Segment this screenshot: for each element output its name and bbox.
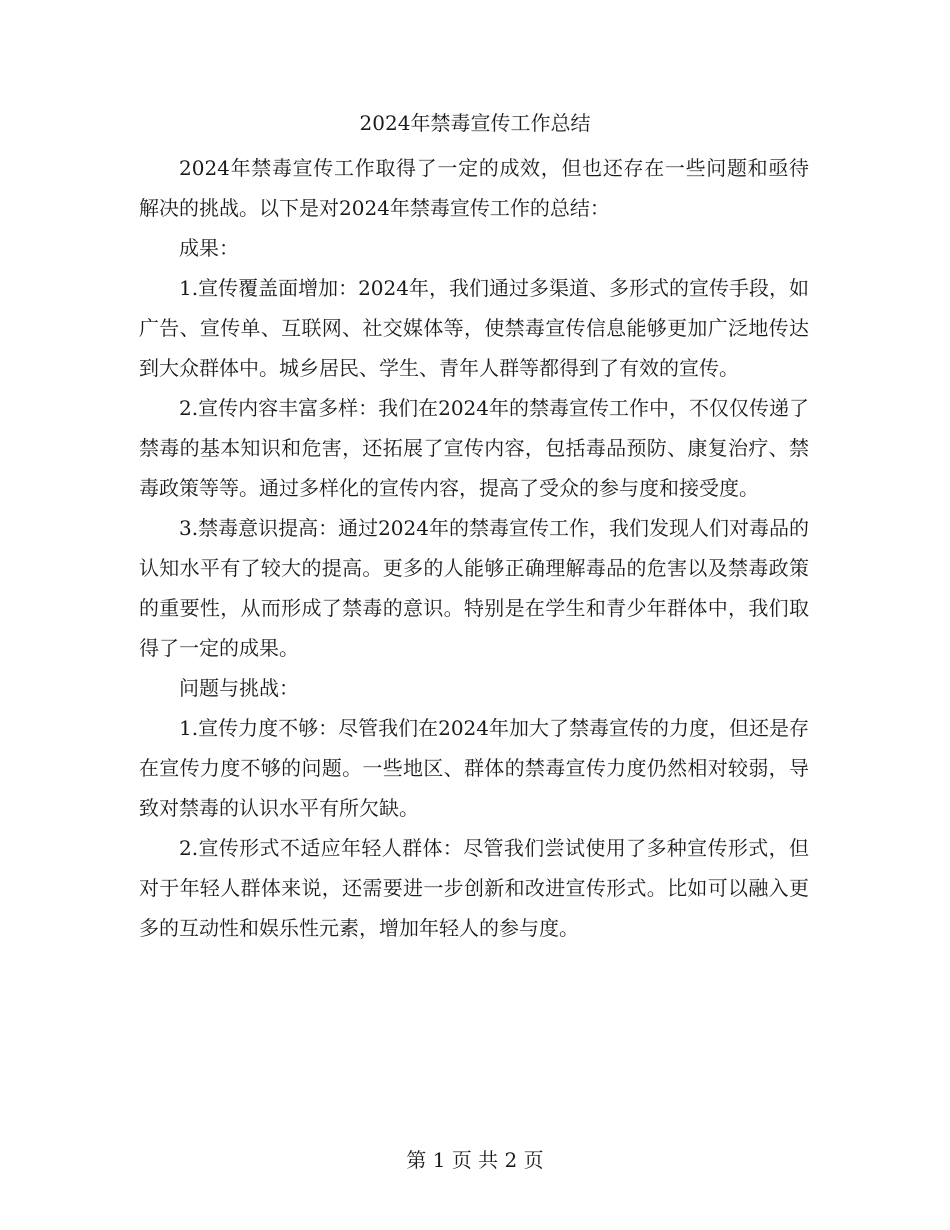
problem-item-2: 2.宣传形式不适应年轻人群体：尽管我们尝试使用了多种宣传形式，但对于年轻人群体来说，还需要进一步创新和改进宣传形式。比如可以融入更多的互动性和娱乐性元素，增加年轻人的参与度。 [139,836,809,940]
page-number-footer: 第 1 页 共 2 页 [406,1148,544,1172]
achievement-item-2: 2.宣传内容丰富多样：我们在2024年的禁毒宣传工作中，不仅仅传递了禁毒的基本知识和危害，还拓展了宣传内容，包括毒品预防、康复治疗、禁毒政策等等。通过多样化的宣传内容，提高了受众的参与度和接受度。 [139,396,809,500]
achievement-item-1: 1.宣传覆盖面增加：2024年，我们通过多渠道、多形式的宣传手段，如广告、宣传单、互联网、社交媒体等，使禁毒宣传信息能够更加广泛地传达到大众群体中。城乡居民、学生、青年人群等都得到了有效的宣传。 [139,276,809,380]
section-heading-achievements: 成果： [179,236,239,260]
intro-paragraph: 2024年禁毒宣传工作取得了一定的成效，但也还存在一些问题和亟待解决的挑战。以下是对2024年禁毒宣传工作的总结： [139,156,809,220]
problem-item-1: 1.宣传力度不够：尽管我们在2024年加大了禁毒宣传的力度，但还是存在宣传力度不够的问题。一些地区、群体的禁毒宣传力度仍然相对较弱，导致对禁毒的认识水平有所欠缺。 [139,716,809,820]
achievement-item-3: 3.禁毒意识提高：通过2024年的禁毒宣传工作，我们发现人们对毒品的认知水平有了较大的提高。更多的人能够正确理解毒品的危害以及禁毒政策的重要性，从而形成了禁毒的意识。特别是在学生和青少年群体中，我们取得了一定的成果。 [139,516,809,660]
document-title: 2024年禁毒宣传工作总结 [359,111,591,135]
document-body [139,148,809,948]
section-heading-problems: 问题与挑战： [179,676,299,700]
